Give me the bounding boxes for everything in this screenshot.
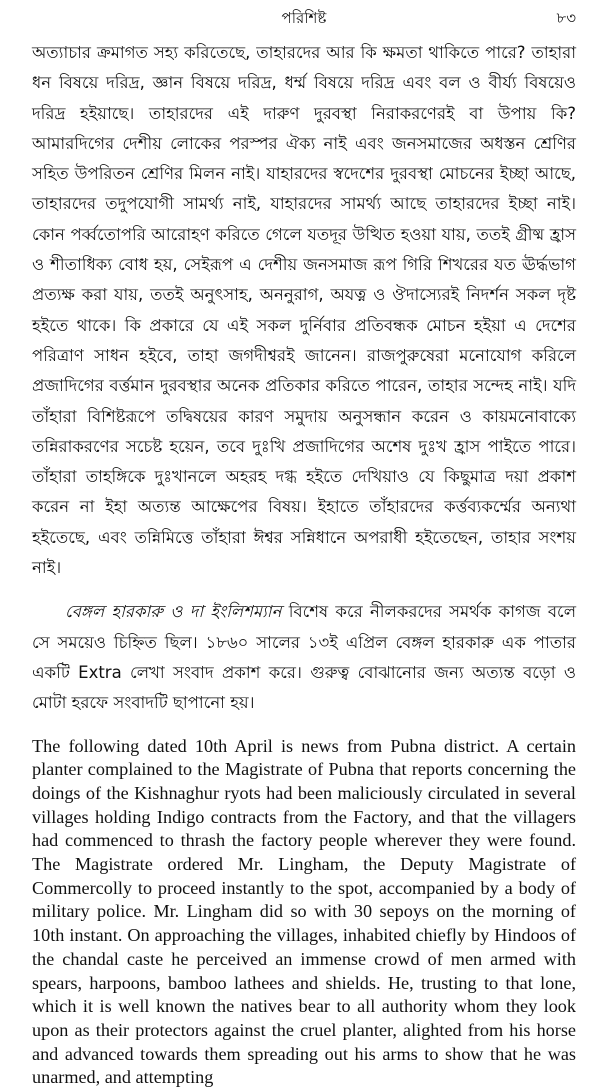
page-number: ৮৩	[556, 9, 576, 27]
page-header	[32, 6, 576, 30]
newspaper-names: বেঙ্গল হারকারু ও দা ইংলিশম্যান	[65, 602, 282, 622]
running-title: পরিশিষ্ট	[281, 9, 327, 27]
bengali-paragraph-2-text: বিশেষ করে নীলকরদের সমর্থক কাগজ বলে সে সময়েও চিহ্নিত ছিল। ১৮৬০ সালের ১৩ই এপ্রিল বেঙ্গল হারকারু এক পাতার একটি Extra লেখা সংবাদ প্রকাশ করে। গুরুত্ব বোঝানোর জন্য অত্যন্ত বড়ো ও মোটা হরফে সংবাদটি ছাপানো হয়।	[32, 602, 576, 713]
bengali-paragraph-2	[32, 597, 576, 718]
bengali-paragraph-1: অত্যাচার ক্রমাগত সহ্য করিতেছে, তাহারদের আর কি ক্ষমতা থাকিতে পারে? তাহারা ধন বিষয়ে দরিদ্র, জ্ঞান বিষয়ে দরিদ্র, ধর্ম্ম বিষয়ে দরিদ্র এবং বল ও বীর্য্য বিষয়েও দরিদ্র হইয়াছে। তাহারদের এই দারুণ দুরবস্থা নিরাকরণেরই বা উপায় কি? আমারদিগের দেশীয় লোকের পরস্পর ঐক্য নাই এবং জনসমাজের অধস্তন শ্রেণির সহিত উপরিতন শ্রেণির মিলন নাই। যাহারদের স্বদেশের দুরবস্থা মোচনের ইচ্ছা আছে, তাহারদের তদুপযোগী সামর্থ্য নাই, যাহারদের সামর্থ্য আছে তাহারদের ইচ্ছা নাই। কোন পর্ব্বতোপরি আরোহণ করিতে গেলে যতদূর উত্থিত হওয়া যায়, ততই গ্রীষ্ম হ্রাস ও শীতাধিক্য বোধ হয়, সেইরূপ এ দেশীয় জনসমাজ রূপ গিরি শিখরের যত ঊর্দ্ধভাগ প্রত্যক্ষ করা যায়, ততই অনুৎসাহ, অননুরাগ, অযত্ন ও ঔদাস্যেরই নিদর্শন সকল দৃষ্ট হইতে থাকে। কি প্রকারে যে এই সকল দুর্নিবার প্রতিবন্ধক মোচন হইয়া এ দেশের পরিত্রাণ সাধন হইবে, তাহা জগদীশ্বরই জানেন। রাজপুরুষেরা মনোযোগ করিলে প্রজাদিগের বর্ত্তমান দুরবস্থার অনেক প্রতিকার করিতে পারেন, তাহার সন্দেহ নাই। যদি তাঁহারা বিশিষ্টরূপে তদ্বিষয়ের কারণ সমুদায় অনুসন্ধান করেন ও কায়মনোবাক্যে তন্নিরাকরণের সচেষ্ট হয়েন, তবে দুঃখি প্রজাদিগের অশেষ দুঃখ হ্রাস পাইতে পারে। তাঁহারা তাহঙ্গিকে দুঃখানলে অহরহ দগ্ধ হইতে দেখিয়াও যে কিছুমাত্র দয়া প্রকাশ করেন না ইহা অত্যন্ত আক্ষেপের বিষয়। ইহাতে তাঁহারদের কর্ত্তব্যকর্ম্মের অন্যথা হইতেছে, এবং তন্নিমিত্তে তাঁহারা ঈশ্বর সন্নিধানে অপরাধী হইতেছেন, তাহার সংশয় নাই।	[32, 43, 576, 578]
english-quoted-paragraph: The following dated 10th April is news from Pubna district. A certain planter complained to the Magistrate of Pubna that reports concerning the doings of the Kishnaghur ryots had been maliciously circulated in several villages holding Indigo contracts from the Factory, and that the villagers had commenced to thrash the factory people wherever they were found. The Magistrate ordered Mr. Lingham, the Deputy Magistrate of Commercolly to proceed instantly to the spot, accompanied by a body of military police. Mr. Lingham did so with 30 sepoys on the morning of 10th instant. On approaching the villages, inhabited chiefly by Hindoos of the chandal caste he perceived an immense crowd of men armed with spears, harpoons, bamboo lathees and shields. He, trusting to that lone, which it is well known the natives bear to all authority whom they look upon as their protectors against the cruel planter, alighted from his horse and advanced towards them spreading out his arms to show that he was unarmed, and attempting	[32, 735, 576, 1088]
document-page	[32, 6, 576, 1090]
